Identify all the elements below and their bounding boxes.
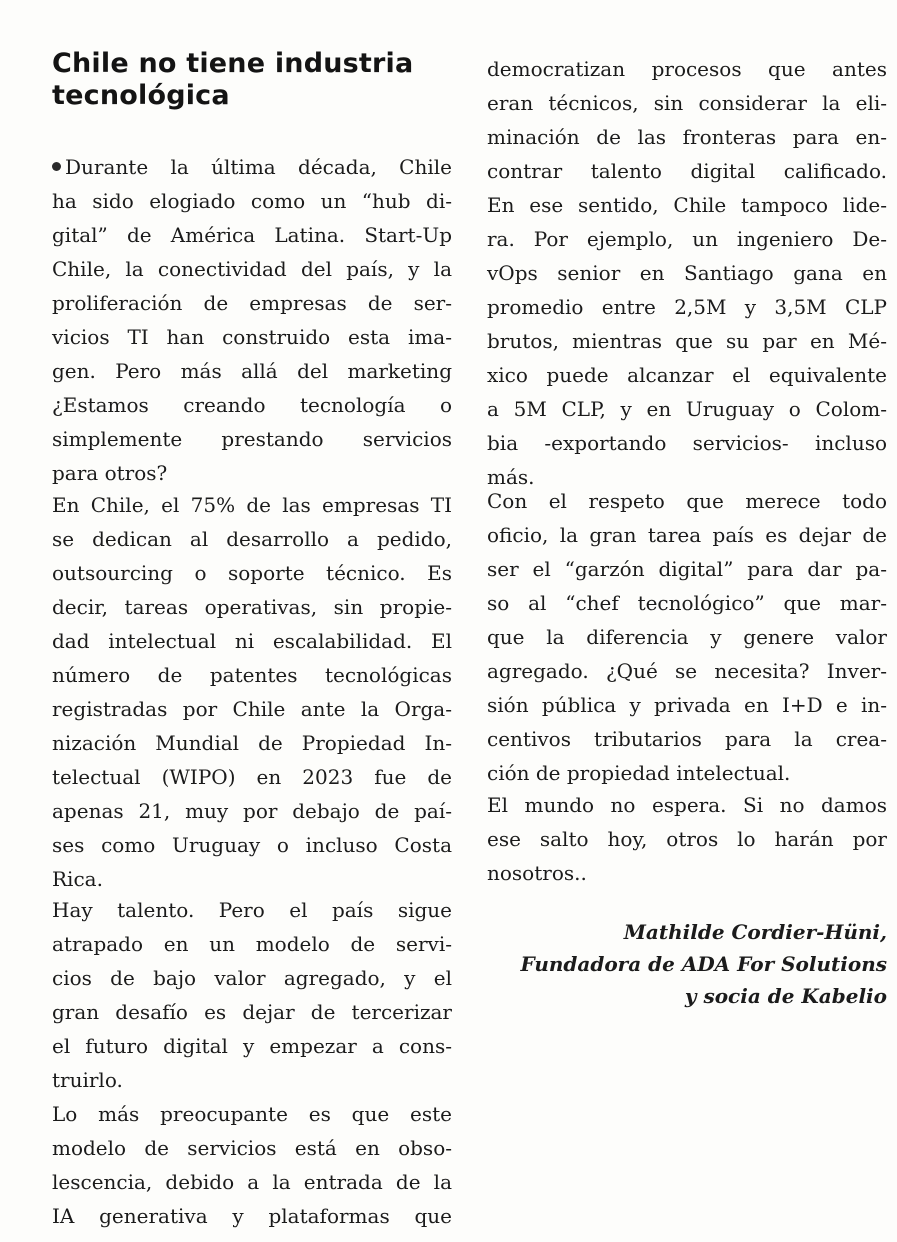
text-line: vOps senior en Santiago gana en bbox=[487, 261, 887, 285]
text-line: ción de propiedad intelectual. bbox=[487, 761, 791, 785]
text-line: vicios TI han construido esta ima- bbox=[52, 325, 452, 349]
text-line: centivos tributarios para la crea- bbox=[487, 727, 887, 751]
text-line: para otros? bbox=[52, 461, 168, 485]
text-line: IA generativa y plataformas que bbox=[52, 1204, 452, 1228]
text-line: proliferación de empresas de ser- bbox=[52, 291, 452, 315]
text-line: nización Mundial de Propiedad In- bbox=[52, 731, 452, 755]
author-role: Fundadora de ADA For Solutions bbox=[520, 952, 887, 976]
paragraph-7 bbox=[487, 788, 887, 890]
text-line: que la diferencia y genere valor bbox=[487, 625, 887, 649]
text-line: apenas 21, muy por debajo de paí- bbox=[52, 799, 452, 823]
text-line: agregado. ¿Qué se necesita? Inver- bbox=[487, 659, 887, 683]
text-line: Hay talento. Pero el país sigue bbox=[52, 898, 452, 922]
text-line: Rica. bbox=[52, 867, 103, 891]
text-line: eran técnicos, sin considerar la eli- bbox=[487, 91, 887, 115]
author-role-2: y socia de Kabelio bbox=[684, 984, 887, 1008]
text-line: ses como Uruguay o incluso Costa bbox=[52, 833, 452, 857]
text-line: se dedican al desarrollo a pedido, bbox=[52, 527, 452, 551]
text-line: Durante la última década, Chile bbox=[52, 150, 452, 184]
text-line: En Chile, el 75% de las empresas TI bbox=[52, 493, 452, 517]
text-line: truirlo. bbox=[52, 1068, 123, 1092]
text-line: atrapado en un modelo de servi- bbox=[52, 932, 452, 956]
paragraph-5 bbox=[487, 52, 887, 494]
paragraph-2 bbox=[52, 488, 452, 896]
author-name: Mathilde Cordier-Hüni, bbox=[623, 920, 887, 944]
text-line: ser el “garzón digital” para dar pa- bbox=[487, 557, 887, 581]
paragraph-4 bbox=[52, 1097, 452, 1233]
text-line: nosotros.. bbox=[487, 861, 587, 885]
text-line: ¿Estamos creando tecnología o bbox=[52, 393, 452, 417]
text-line: Chile, la conectividad del país, y la bbox=[52, 257, 452, 281]
text-line: a 5M CLP, y en Uruguay o Colom- bbox=[487, 397, 887, 421]
text-line: registradas por Chile ante la Orga- bbox=[52, 697, 452, 721]
text-line: ese salto hoy, otros lo harán por bbox=[487, 827, 887, 851]
text-line: democratizan procesos que antes bbox=[487, 57, 887, 81]
text-line: outsourcing o soporte técnico. Es bbox=[52, 561, 452, 585]
text-line: minación de las fronteras para en- bbox=[487, 125, 887, 149]
text-line: bia -exportando servicios- incluso bbox=[487, 431, 887, 455]
text-line: decir, tareas operativas, sin propie- bbox=[52, 595, 452, 619]
text-line: contrar talento digital calificado. bbox=[487, 159, 887, 183]
text-line: el futuro digital y empezar a cons- bbox=[52, 1034, 452, 1058]
text-line: brutos, mientras que su par en Mé- bbox=[487, 329, 887, 353]
text-line: lescencia, debido a la entrada de la bbox=[52, 1170, 452, 1194]
text-line: El mundo no espera. Si no damos bbox=[487, 793, 887, 817]
text-line: simplemente prestando servicios bbox=[52, 427, 452, 451]
bullet-icon bbox=[52, 162, 61, 171]
text-line: número de patentes tecnológicas bbox=[52, 663, 452, 687]
paragraph-3 bbox=[52, 893, 452, 1097]
text-line: xico puede alcanzar el equivalente bbox=[487, 363, 887, 387]
text-line: gital” de América Latina. Start-Up bbox=[52, 223, 452, 247]
text-line: más. bbox=[487, 465, 535, 489]
text-line: oficio, la gran tarea país es dejar de bbox=[487, 523, 887, 547]
text-line: promedio entre 2,5M y 3,5M CLP bbox=[487, 295, 887, 319]
text-line: sión pública y privada en I+D e in- bbox=[487, 693, 887, 717]
text-line: ha sido elogiado como un “hub di- bbox=[52, 189, 452, 213]
text-line: modelo de servicios está en obso- bbox=[52, 1136, 452, 1160]
text-line: Lo más preocupante es que este bbox=[52, 1102, 452, 1126]
article-title: Chile no tiene industria tecnológica bbox=[52, 48, 414, 111]
text-line: ra. Por ejemplo, un ingeniero De- bbox=[487, 227, 887, 251]
text-line: Con el respeto que merece todo bbox=[487, 489, 887, 513]
text-line: so al “chef tecnológico” que mar- bbox=[487, 591, 887, 615]
text-line: dad intelectual ni escalabilidad. El bbox=[52, 629, 452, 653]
text-line: gran desafío es dejar de tercerizar bbox=[52, 1000, 452, 1024]
author-signature bbox=[487, 916, 887, 1012]
text-line: En ese sentido, Chile tampoco lide- bbox=[487, 193, 887, 217]
text-line: gen. Pero más allá del marketing bbox=[52, 359, 452, 383]
text-line: cios de bajo valor agregado, y el bbox=[52, 966, 452, 990]
paragraph-6 bbox=[487, 484, 887, 790]
text-line: telectual (WIPO) en 2023 fue de bbox=[52, 765, 452, 789]
paragraph-1 bbox=[52, 150, 452, 490]
